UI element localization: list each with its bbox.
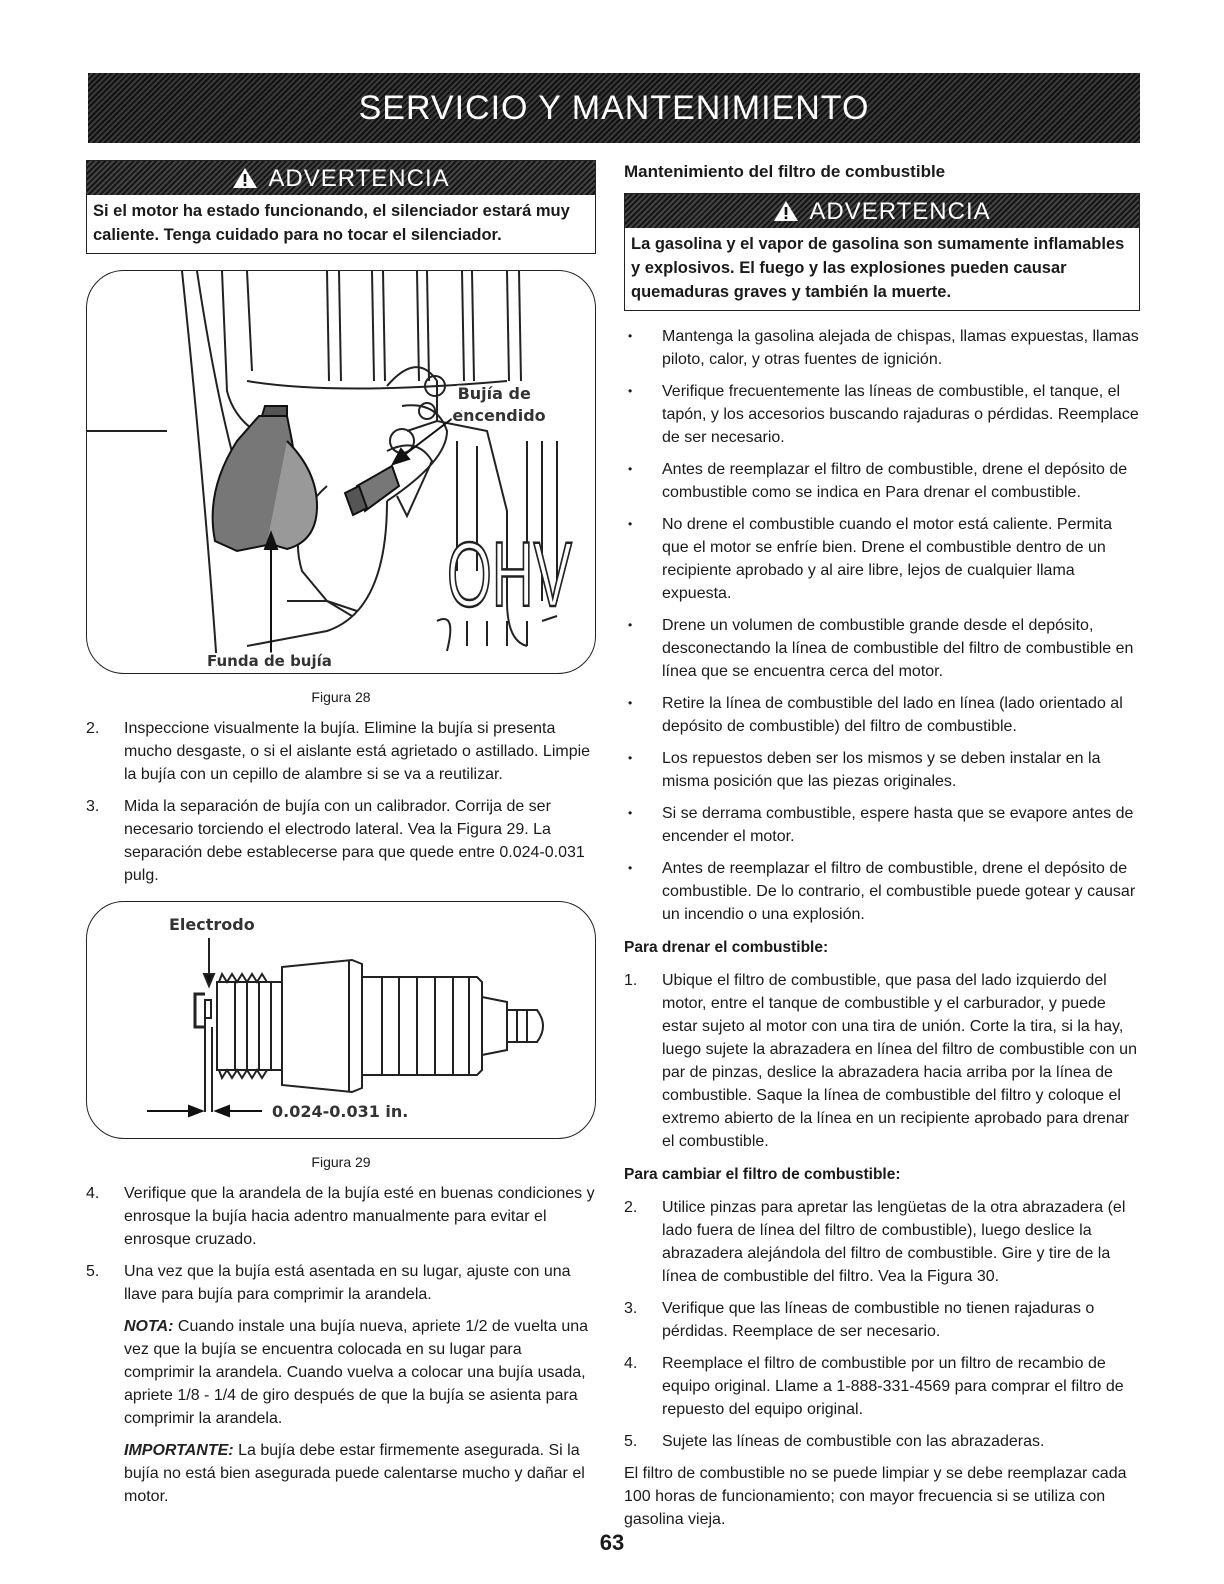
figure-28-caption: Figura 28 bbox=[311, 689, 371, 705]
list-item: • Mantenga la gasolina alejada de chispas, llamas expuestas, llamas piloto, calor, y otras fuentes de ignición. bbox=[624, 325, 1140, 371]
list-item: • Antes de reemplazar el filtro de combustible, drene el depósito de combustible como se indica en Para drenar el combustible. bbox=[624, 458, 1140, 504]
list-item: • Los repuestos deben ser los mismos y se deben instalar en la misma posición que las piezas originales. bbox=[624, 747, 1140, 793]
closing-paragraph: El filtro de combustible no se puede limpiar y se debe reemplazar cada 100 horas de funcionamiento; con mayor frecuencia si se utiliza con gasolina vieja. bbox=[624, 1465, 1127, 1528]
spark-plug-steps-a bbox=[86, 717, 596, 887]
list-item: • No drene el combustible cuando el motor está caliente. Permita que el motor se enfríe bien. Drene el combustible dentro de un recipiente aprobado y al aire libre, lejos de cualquier llama expuesta. bbox=[624, 513, 1140, 605]
spark-plug-steps-b bbox=[86, 1182, 596, 1306]
figure-label-gap: 0.024-0.031 in. bbox=[272, 1102, 409, 1121]
list-item: 4. Reemplace el filtro de combustible por un filtro de recambio de equipo original. Llame a 1-888-331-4569 para comprar el filtro de repuesto del equipo original. bbox=[624, 1355, 1124, 1418]
list-item: • Antes de reemplazar el filtro de combustible, drene el depósito de combustible. De lo contrario, el combustible puede gotear y causar un incendio o una explosión. bbox=[624, 857, 1140, 926]
list-item: • Si se derrama combustible, espere hasta que se evapore antes de encender el motor. bbox=[624, 802, 1140, 848]
figure-29-caption: Figura 29 bbox=[311, 1154, 371, 1170]
drain-steps bbox=[624, 969, 1140, 1153]
warning-heading: ADVERTENCIA bbox=[809, 197, 991, 225]
warning-box-gasoline bbox=[624, 193, 1140, 311]
figure-28 bbox=[86, 270, 596, 674]
section-title: SERVICIO Y MANTENIMIENTO bbox=[358, 88, 870, 127]
page-number: 63 bbox=[599, 1530, 625, 1555]
spark-plug-engine-illustration bbox=[87, 271, 595, 673]
warning-triangle-icon bbox=[773, 200, 799, 222]
warning-text: Si el motor ha estado funcionando, el silenciador estará muy caliente. Tenga cuidado para no tocar el silenciador. bbox=[93, 202, 570, 244]
warning-text: La gasolina y el vapor de gasolina son sumamente inflamables y explosivos. El fuego y las explosiones pueden causar quemaduras graves y también la muerte. bbox=[631, 235, 1125, 301]
figure-29 bbox=[86, 901, 596, 1139]
important-paragraph: IMPORTANTE: La bujía debe estar firmemente asegurada. Si la bujía no está bien asegurada puede calentarse mucho y dañar el motor. bbox=[124, 1442, 585, 1505]
list-item: 3. Verifique que las líneas de combustible no tienen rajaduras o pérdidas. Reemplace de ser necesario. bbox=[624, 1300, 1095, 1340]
list-item: 3. Mida la separación de bujía con un calibrador. Corrija de ser necesario torciendo el electrodo lateral. Vea la Figura 29. La separación debe establecerse para que quede entre 0.024-0.031 pulg. bbox=[86, 798, 585, 884]
list-item: • Verifique frecuentemente las líneas de combustible, el tanque, el tapón, y los accesorios buscando rajaduras o pérdidas. Reemplace de ser necesario. bbox=[624, 380, 1140, 449]
list-item: 2. Inspeccione visualmente la bujía. Elimine la bujía si presenta mucho desgaste, o si el aislante está agrietado o astillado. Limpie la bujía con un cepillo de alambre si se va a reutilizar. bbox=[86, 720, 591, 783]
warning-header bbox=[625, 194, 1139, 228]
figure-label-boot: Funda de bujía bbox=[207, 652, 332, 670]
list-item: 2. Utilice pinzas para apretar las lengüetas de la otra abrazadera (el lado fuera de línea del filtro de combustible), luego deslice la abrazadera alejándola del filtro de combustible. Gire y tire de la línea de combustible del filtro. Vea la Figura 30. bbox=[624, 1199, 1126, 1285]
list-item: • Drene un volumen de combustible grande desde el depósito, desconectando la línea de combustible del filtro de combustible en línea que se encuentra cerca del motor. bbox=[624, 614, 1140, 683]
spark-plug-gap-illustration bbox=[87, 902, 595, 1138]
fuel-filter-heading: Mantenimiento del filtro de combustible bbox=[624, 162, 946, 181]
right-column bbox=[624, 160, 1140, 1531]
warning-heading: ADVERTENCIA bbox=[268, 164, 450, 192]
warning-header bbox=[87, 161, 595, 195]
figure-label-spark-plug bbox=[452, 384, 545, 425]
list-item: 5. Sujete las líneas de combustible con las abrazaderas. bbox=[624, 1433, 1045, 1450]
figure-label-electrode: Electrodo bbox=[169, 915, 255, 934]
drain-fuel-heading: Para drenar el combustible: bbox=[624, 939, 829, 956]
warning-triangle-icon bbox=[232, 167, 258, 189]
important-label: IMPORTANTE: bbox=[124, 1442, 234, 1459]
note-paragraph: NOTA: Cuando instale una bujía nueva, apriete 1/2 de vuelta una vez que la bujía se encuentra colocada en su lugar para comprimir la arandela. Cuando vuelva a colocar una bujía usada, apriete 1/8 - 1/4 de giro después de que la bujía se asienta para comprimir la arandela. bbox=[124, 1318, 589, 1427]
left-column bbox=[86, 160, 596, 1517]
change-filter-heading: Para cambiar el filtro de combustible: bbox=[624, 1166, 901, 1183]
warning-box-muffler bbox=[86, 160, 596, 254]
safety-bullets bbox=[624, 325, 1140, 926]
list-item: 4. Verifique que la arandela de la bujía esté en buenas condiciones y enrosque la bujía hacia adentro manualmente para evitar el enrosque cruzado. bbox=[86, 1185, 595, 1248]
note-label: NOTA: bbox=[124, 1318, 174, 1335]
section-title-bar bbox=[88, 73, 1140, 143]
spark-plug-label-line1: Bujía de bbox=[457, 384, 531, 403]
list-item: 1. Ubique el filtro de combustible, que pasa del lado izquierdo del motor, entre el tanque de combustible y el carburador, y puede estar sujeto al motor con una tira de unión. Corte la tira, si la hay, luego sujete la abrazadera en línea del filtro de combustible con un par de pinzas, deslice la abrazadera hacia arriba por la línea de combustible. Saque la línea de combustible del filtro y coloque el extremo abierto de la línea en un recipiente aprobado para drenar el combustible. bbox=[624, 972, 1137, 1150]
ohv-engine-mark: OHV bbox=[447, 524, 572, 626]
list-item: • Retire la línea de combustible del lado en línea (lado orientado al depósito de combustible) del filtro de combustible. bbox=[624, 692, 1140, 738]
change-steps bbox=[624, 1196, 1140, 1453]
spark-plug-label-line2: encendido bbox=[452, 406, 546, 425]
list-item: 5. Una vez que la bujía está asentada en su lugar, ajuste con una llave para bujía para comprimir la arandela. bbox=[86, 1263, 571, 1303]
